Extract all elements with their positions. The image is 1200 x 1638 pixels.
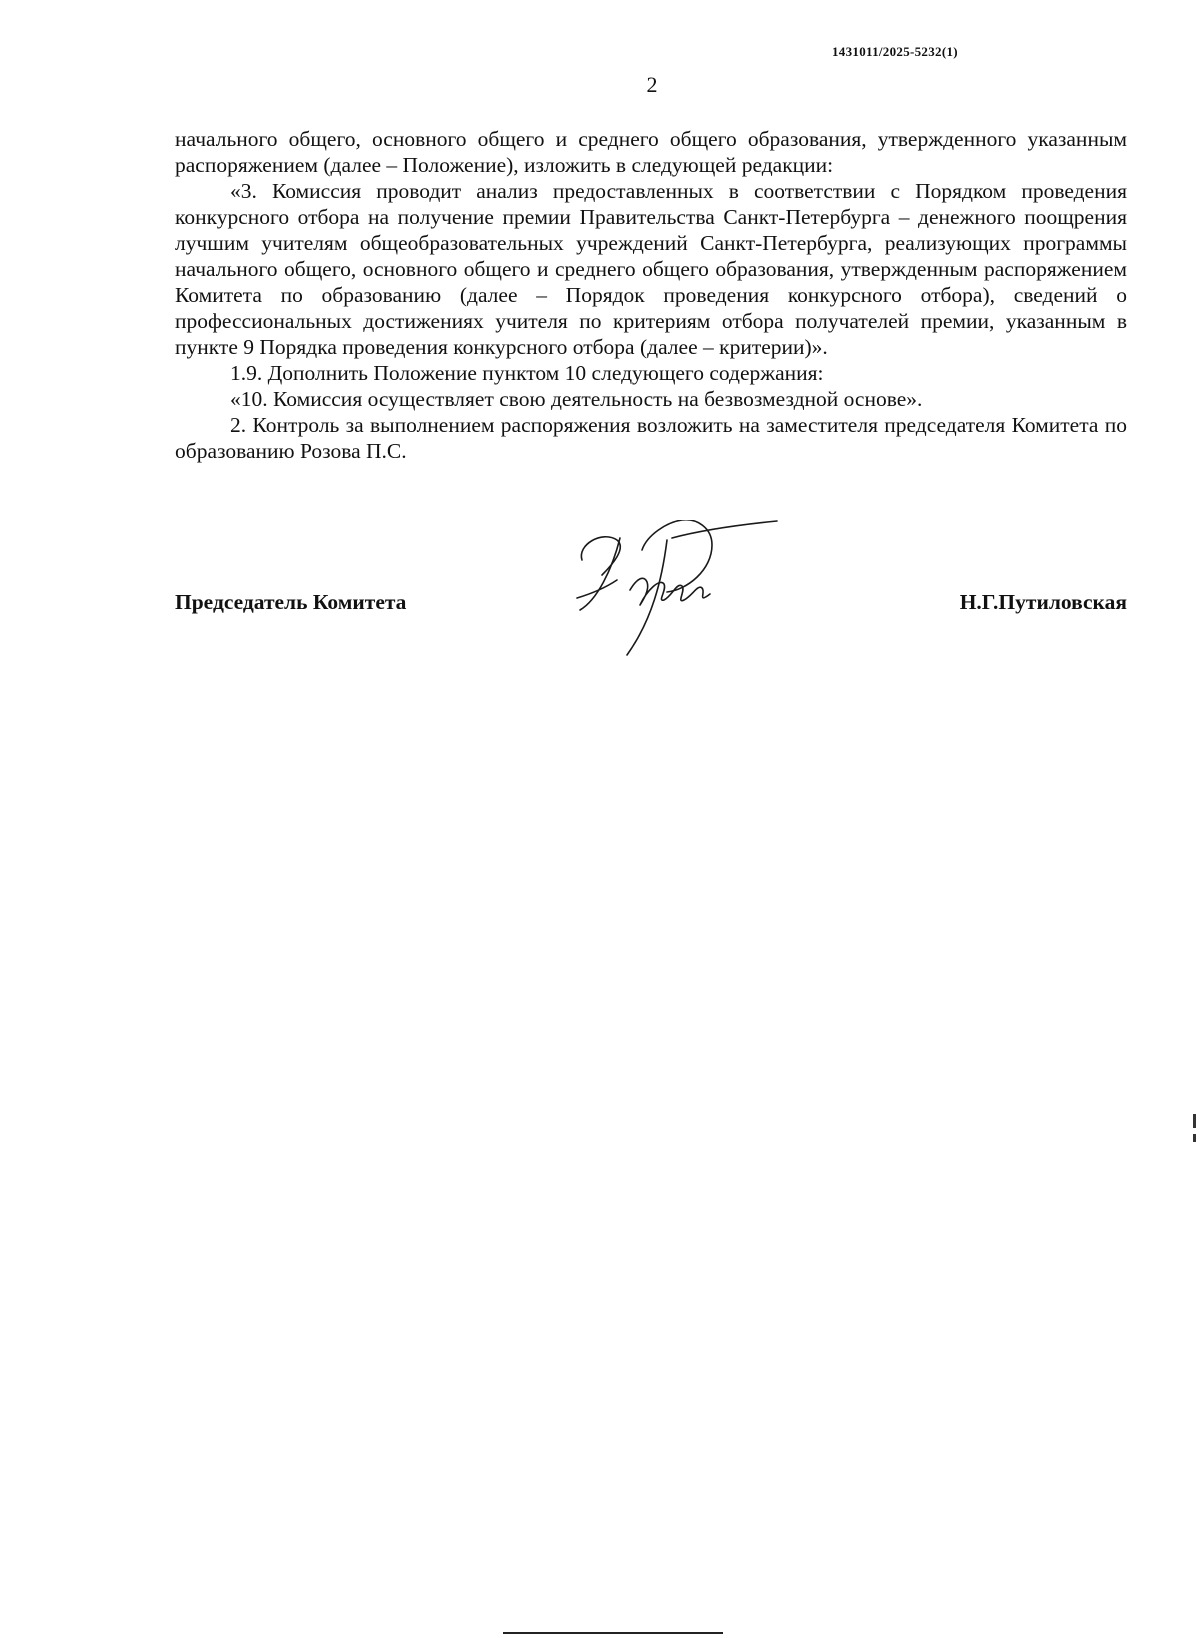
handwritten-signature xyxy=(572,520,792,660)
paragraph-continuation: начального общего, основного общего и среднего общего образования, утвержденного указанным распоряжением (далее – Положение), изложить в следующей редакции: xyxy=(175,127,1127,177)
document-registration-number: 1431011/2025-5232(1) xyxy=(832,44,958,59)
signatory-name: Н.Г.Путиловская xyxy=(959,590,1127,614)
scan-edge-mark xyxy=(1193,1134,1196,1142)
page-number: 2 xyxy=(646,72,658,97)
paragraph-point-10: «10. Комиссия осуществляет свою деятельность на безвозмездной основе». xyxy=(230,387,923,411)
paragraph-point-3: «3. Комиссия проводит анализ предоставленных в соответствии с Порядком проведения конкурсного отбора на получение премии Правительства Санкт-Петербурга – денежного поощрения лучшим учителям общеобразовательных учреждений Санкт-Петербурга, реализующих программы начального общего, основного общего и среднего общего образования, утвержденным распоряжением Комитета по образованию (далее – Порядок проведения конкурсного отбора), сведений о профессиональных достижениях учителя по критериям отбора получателей премии, указанным в пункте 9 Порядка проведения конкурсного отбора (далее – критерии)». xyxy=(175,179,1127,359)
scan-edge-mark xyxy=(1193,1114,1196,1128)
footer-rule xyxy=(503,1632,723,1634)
paragraph-item-2-control: 2. Контроль за выполнением распоряжения возложить на заместителя председателя Комитета по образованию Розова П.С. xyxy=(175,413,1127,463)
document-body xyxy=(175,126,1127,464)
signatory-title: Председатель Комитета xyxy=(175,590,407,614)
paragraph-item-1-9: 1.9. Дополнить Положение пунктом 10 следующего содержания: xyxy=(230,361,824,385)
